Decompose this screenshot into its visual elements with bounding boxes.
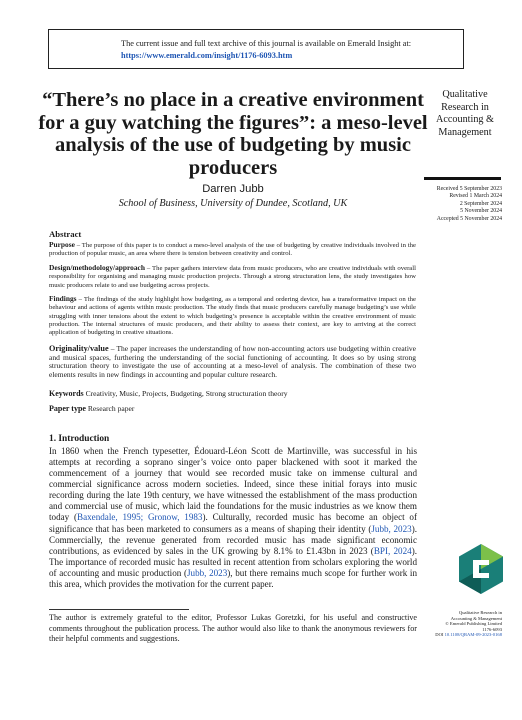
citation-link[interactable]: Baxendale, 1995; Gronow, 1983 (77, 512, 203, 523)
paper-type-label: Paper type (49, 404, 86, 413)
doi-link[interactable]: 10.1108/QRAM-09-2023-0168 (444, 632, 502, 638)
abstract-originality (49, 345, 416, 379)
doi-line (416, 632, 502, 638)
journal-info-name-2: Accounting & Management (450, 615, 502, 621)
abstract-design (49, 264, 416, 290)
paper-type-text: Research paper (85, 404, 135, 413)
author-affiliation: School of Business, University of Dundee, Scotland, UK (118, 198, 348, 209)
revised-date-3: 5 November 2024 (460, 208, 502, 215)
intro-text-4: ). The importance of recorded music has resulted in recent attention from scholars exploring the world of accounting and music production ( (49, 545, 418, 578)
citation-link[interactable]: Jubb, 2023 (371, 523, 412, 534)
keywords-label: Keywords (49, 389, 84, 398)
citation-link[interactable]: BPI, 2024 (373, 545, 412, 556)
abstract-heading: Abstract (49, 229, 82, 239)
access-notice-box (48, 29, 464, 69)
article-title: “There’s no place in a creative environment for a guy watching the figures”: a meso-level analysis of the use of budgeting by music producers (38, 89, 428, 179)
footnote-divider (49, 609, 189, 610)
intro-text-3: ). Commercially, the revenue generated from recorded music has made significant economic contributions, as evidenced by sales in the UK growing by 8.1% to £1.43bn in 2023 ( (49, 523, 417, 556)
issn: 1176-6093 (482, 626, 502, 632)
purpose-label: Purpose (49, 240, 75, 249)
revised-date-1: Revised 1 March 2024 (449, 193, 502, 200)
keywords-text: Creativity, Music, Projects, Budgeting, Strong structuration theory (83, 389, 288, 398)
findings-label: Findings (49, 294, 77, 303)
intro-text-5: ), but there remains much scope for further work in this area, which provides the motivation for the current paper. (49, 567, 417, 589)
findings-text: – The findings of the study highlight how budgeting, as a temporal and ordering device, has a transformative impact on the behaviour and actions of agents within music production. The study finds that music producers carefully manage budgeting’s use while struggling with inner tensions about the extent to which budgeting’s presence is acceptable within the creative environment of music production. The internal structures of music producers, and their ability to assess their context, are key to arriving at the correct application of budgeting in creative situations. (49, 296, 416, 337)
paper-type (49, 404, 416, 413)
introduction-paragraph (49, 446, 417, 590)
publisher-copyright: © Emerald Publishing Limited (445, 621, 502, 627)
intro-text-1: In 1860 when the French typesetter, Édouard-Léon Scott de Martinville, was successful in his attempts at recording a soprano singer’s voice onto paper blackened with soot it marked the commencement of a journey that would see recorded music take on immense cultural and commercial significance across modern societies. Indeed, since these initial forays into music recording during the late 19th century, we have witnessed the establishment of the mass production and commercial use of music, which laid the foundations for the music industries as we know them today ( (49, 446, 417, 523)
journal-info-name-1: Qualitative Research in (458, 610, 502, 615)
keywords (49, 389, 416, 398)
originality-text: – The paper increases the understanding of how non-accounting actors use budgeting within creative and musical spaces, furthering the understanding of the social functioning of accounting. It does so by using strong structuration theory to investigate the use of accounting at a meso-level of analysis. The combination of these two elements results in new findings in accounting and popular culture research. (49, 344, 416, 379)
author-name: Darren Jubb (202, 183, 264, 195)
revised-date-2: 2 September 2024 (459, 200, 502, 207)
design-label: Design/methodology/approach (49, 263, 145, 272)
intro-text-2: ). Culturally, recorded music has become an object of significance that has been marketed to consumers as a means of shaping their identity ( (49, 512, 417, 534)
journal-divider (424, 177, 501, 180)
citation-link[interactable]: Jubb, 2023 (186, 567, 228, 578)
emerald-logo-icon (458, 543, 504, 595)
received-date: Received 5 September 2023 (436, 186, 502, 192)
design-text: – The paper gathers interview data from music producers, who are creative individuals with overall responsibility for organising and managing music production projects. Through a strong structuration lens, the study investigates how music producers relate to and use budgeting across projects. (49, 265, 416, 289)
journal-citation-info (416, 610, 502, 638)
journal-url-link[interactable]: https://www.emerald.com/insight/1176-6093.htm (121, 51, 293, 60)
introduction-heading: 1. Introduction (49, 434, 110, 444)
doi-prefix: DOI (435, 632, 445, 638)
abstract-findings (49, 295, 416, 337)
originality-label: Originality/value (49, 344, 109, 353)
article-history (416, 186, 502, 223)
acknowledgement-footnote: The author is extremely grateful to the editor, Professor Lukas Goretzki, for his useful and constructive comments throughout the publication process. The author would also like to thank the anonymous reviewers for their helpful comments and suggestions. (49, 613, 417, 643)
accepted-date: Accepted 5 November 2024 (436, 215, 502, 222)
journal-name: Qualitative Research in Accounting & Management (435, 89, 494, 138)
access-notice-text: The current issue and full text archive of this journal is available on Emerald Insight at: (121, 39, 412, 48)
purpose-text: – The purpose of this paper is to conduct a meso-level analysis of the use of budgeting by creative individuals involved in the production of popular music, an area where there is tension between creativity and control. (49, 242, 416, 258)
abstract-purpose (49, 241, 416, 259)
